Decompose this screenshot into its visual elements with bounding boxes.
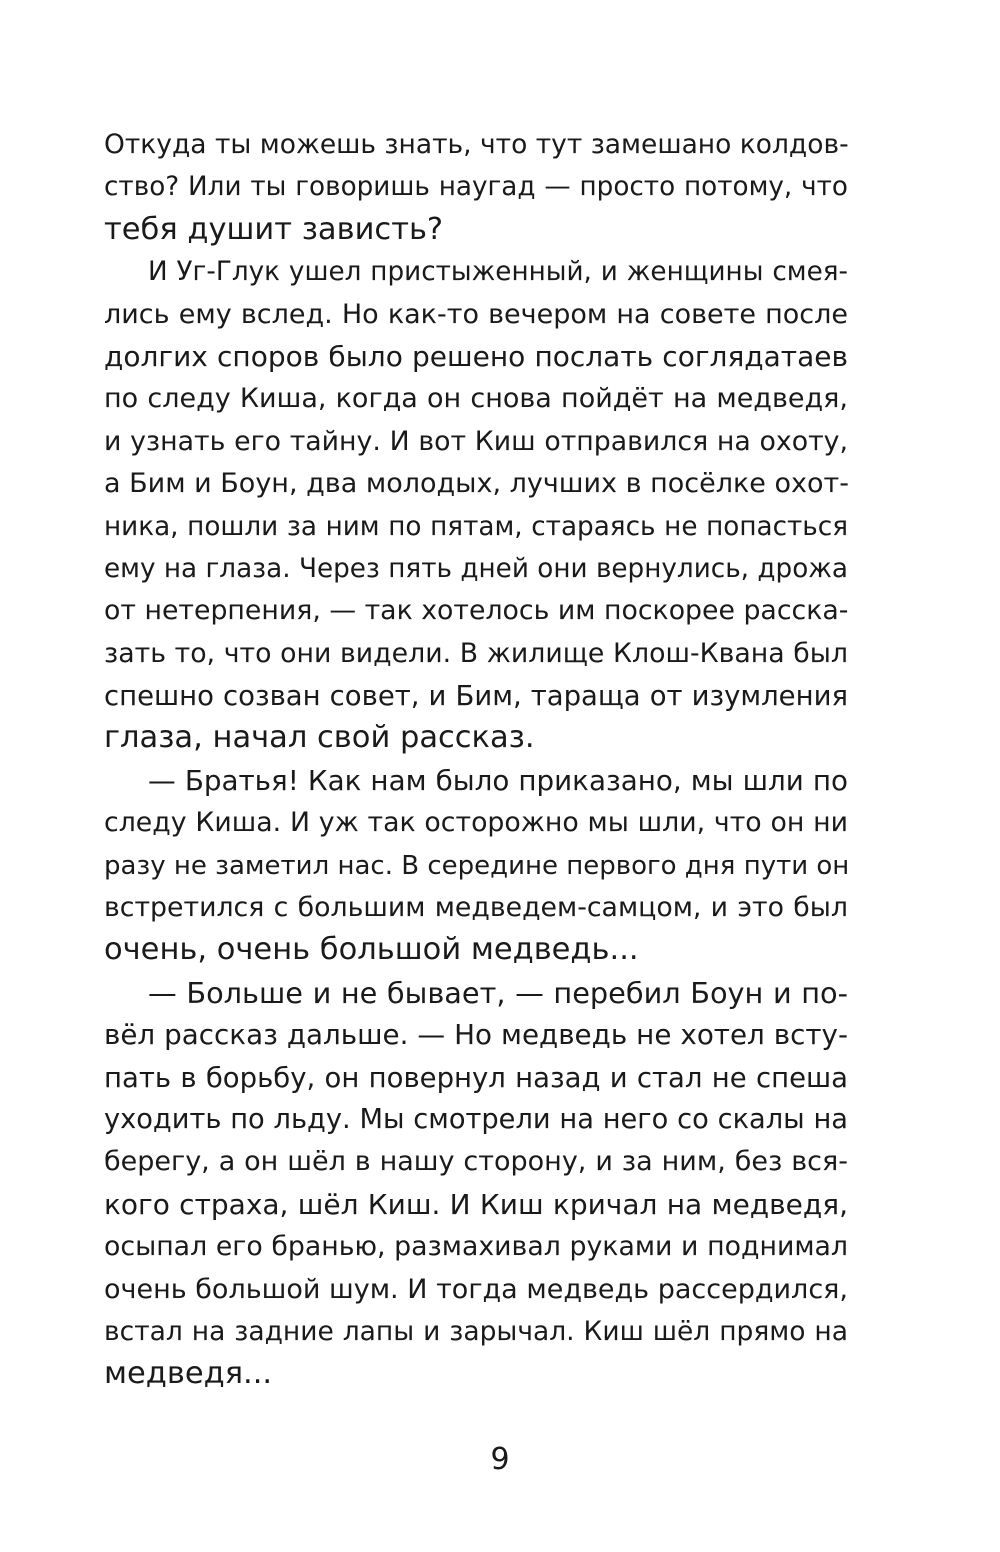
text-line: очень большой шум. И тогда медведь рассердился, [104, 1273, 848, 1305]
text-line: кого страха, шёл Киш. И Киш кричал на медведя, [104, 1187, 848, 1221]
body-text [104, 124, 848, 1396]
text-line: очень, очень большой медведь... [104, 932, 639, 968]
text-line: по следу Киша, когда он снова пойдёт на медведя, [104, 383, 848, 415]
text-line: и узнать его тайну. И вот Киш отправился на охоту, [104, 425, 848, 457]
text-line: И Уг-Глук ушел пристыженный, и женщины смея- [148, 257, 848, 288]
text-line: — Братья! Как нам было приказано, мы шли по [148, 763, 848, 797]
text-line: — Больше и не бывает, — перебил Боун и по- [148, 975, 848, 1010]
text-line: ника, пошли за ним по пятам, стараясь не попасться [104, 511, 848, 542]
text-line: встал на задние лапы и зарычал. Киш шёл прямо на [104, 1315, 848, 1347]
text-line: осыпал его бранью, размахивал руками и поднимал [104, 1231, 848, 1263]
text-line: спешно созван совет, и Бим, тараща от изумления [104, 680, 848, 713]
text-line: медведя... [104, 1356, 273, 1392]
text-line: пать в борьбу, он повернул назад и стал не спеша [104, 1061, 848, 1094]
text-line: лись ему вслед. Но как-то вечером на совете после [104, 298, 848, 330]
text-line: тебя душит зависть? [104, 211, 444, 247]
text-line: встретился с большим медведем-самцом, и это был [104, 892, 848, 924]
text-line: берегу, а он шёл в нашу сторону, и за ним, без вся- [104, 1146, 848, 1178]
text-line: Откуда ты можешь знать, что тут замешано колдов- [104, 129, 849, 160]
text-line: ему на глаза. Через пять дней они вернулись, дрожа [104, 553, 848, 584]
text-line: следу Киша. И уж так осторожно мы шли, что он ни [104, 807, 848, 839]
text-line: долгих споров было решено послать соглядатаев [104, 339, 848, 373]
text-line: ство? Или ты говоришь наугад — просто потому, что [104, 172, 848, 203]
text-line: от нетерпения, — так хотелось им поскорее расска- [104, 595, 849, 627]
text-line: глаза, начал свой рассказ. [104, 720, 535, 756]
text-line: разу не заметил нас. В середине первого дня пути он [104, 850, 850, 881]
text-line: вёл рассказ дальше. — Но медведь не хотел всту- [104, 1018, 848, 1052]
text-line: уходить по льду. Мы смотрели на него со скалы на [104, 1103, 848, 1135]
text-line: а Бим и Боун, два молодых, лучших в посёлке охот- [104, 468, 849, 500]
page-number: 9 [490, 1442, 510, 1477]
text-line: зать то, что они видели. В жилище Клош-Квана был [104, 637, 848, 669]
